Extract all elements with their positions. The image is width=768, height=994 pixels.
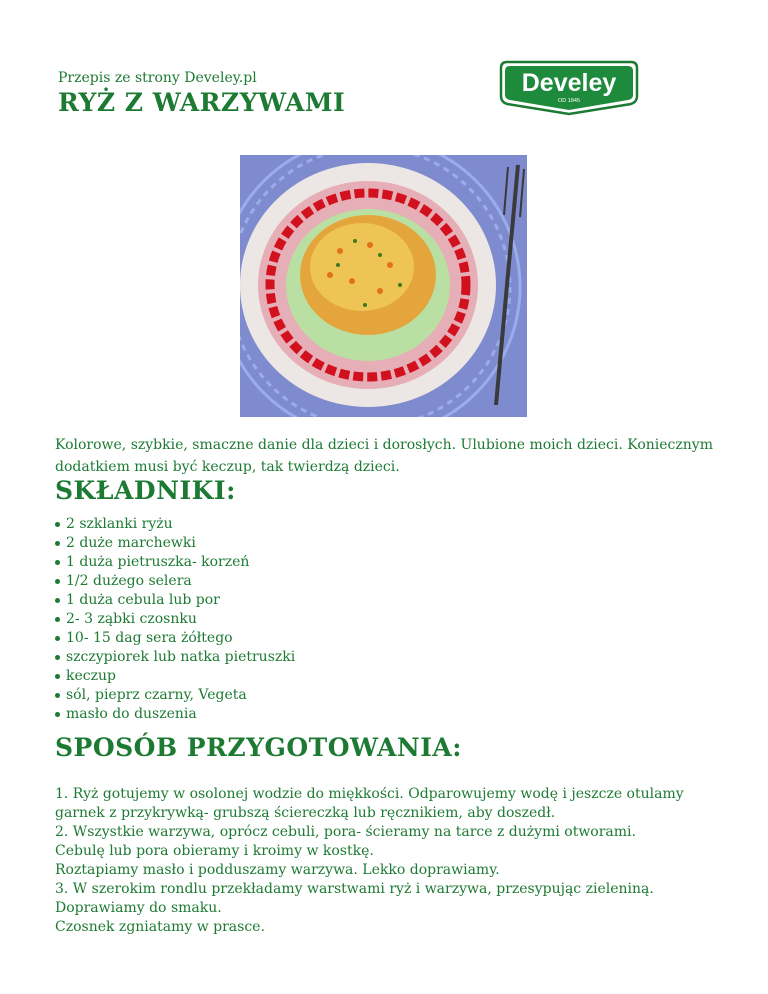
bullet-icon xyxy=(55,636,60,641)
list-item xyxy=(55,667,295,686)
method-line: 3. W szerokim rondlu przekładamy warstwami ryż i warzywa, przesypując zieleniną. xyxy=(55,881,654,897)
ingredients-list xyxy=(55,515,295,724)
ingredient-text: 10- 15 dag sera żółtego xyxy=(66,630,233,646)
method-line: Roztapiamy masło i podduszamy warzywa. Lekko doprawiamy. xyxy=(55,862,500,878)
intro-text: Kolorowe, szybkie, smaczne danie dla dzieci i dorosłych. Ulubione moich dzieci. Koniecznym dodatkiem musi być keczup, tak twierdzą dzieci. xyxy=(55,437,713,475)
bullet-icon xyxy=(55,560,60,565)
list-item xyxy=(55,553,295,572)
ingredient-text: 1/2 dużego selera xyxy=(66,573,192,589)
bullet-icon xyxy=(55,541,60,546)
ingredient-text: 1 duża pietruszka- korzeń xyxy=(66,554,250,570)
bullet-icon xyxy=(55,712,60,717)
ingredient-text: 2- 3 ząbki czosnku xyxy=(66,611,197,627)
list-item xyxy=(55,515,295,534)
bullet-icon xyxy=(55,674,60,679)
bullet-icon xyxy=(55,655,60,660)
method-line: Cebulę lub pora obieramy i kroimy w kostkę. xyxy=(55,843,374,859)
ingredient-text: 2 szklanki ryżu xyxy=(66,516,173,532)
list-item xyxy=(55,648,295,667)
ingredient-text: keczup xyxy=(66,668,116,684)
list-item xyxy=(55,686,295,705)
method-line: Doprawiamy do smaku. xyxy=(55,900,222,916)
method-text xyxy=(55,785,735,937)
bullet-icon xyxy=(55,617,60,622)
dish-photo xyxy=(240,155,527,417)
source-line: Przepis ze strony Develey.pl xyxy=(58,70,257,86)
bullet-icon xyxy=(55,579,60,584)
ingredient-text: szczypiorek lub natka pietruszki xyxy=(66,649,296,665)
ingredient-text: 1 duża cebula lub por xyxy=(66,592,220,608)
list-item xyxy=(55,610,295,629)
recipe-title: RYŻ Z WARZYWAMI xyxy=(58,88,346,117)
ingredient-text: masło do duszenia xyxy=(66,706,197,722)
method-line: garnek z przykrywką- grubszą ściereczką lub ręcznikiem, aby doszedł. xyxy=(55,805,556,821)
ingredient-text: sól, pieprz czarny, Vegeta xyxy=(66,687,247,703)
method-line: 2. Wszystkie warzywa, oprócz cebuli, pora- ścieramy na tarce z dużymi otworami. xyxy=(55,824,636,840)
list-item xyxy=(55,572,295,591)
method-heading: SPOSÓB PRZYGOTOWANIA: xyxy=(55,733,463,762)
bullet-icon xyxy=(55,598,60,603)
list-item xyxy=(55,705,295,724)
ingredient-text: 2 duże marchewki xyxy=(66,535,196,551)
list-item xyxy=(55,629,295,648)
logo-since-text: OD 1845 xyxy=(557,98,581,104)
method-line: 1. Ryż gotujemy w osolonej wodzie do miękkości. Odparowujemy wodę i jeszcze otulamy xyxy=(55,786,684,802)
ingredients-heading: SKŁADNIKI: xyxy=(55,476,236,505)
list-item xyxy=(55,591,295,610)
bullet-icon xyxy=(55,693,60,698)
develey-logo-badge xyxy=(497,56,641,116)
list-item xyxy=(55,534,295,553)
method-line: Czosnek zgniatamy w prasce. xyxy=(55,919,265,935)
logo-brand-text: Develey xyxy=(521,69,617,97)
develey-logo xyxy=(497,56,641,116)
bullet-icon xyxy=(55,522,60,527)
